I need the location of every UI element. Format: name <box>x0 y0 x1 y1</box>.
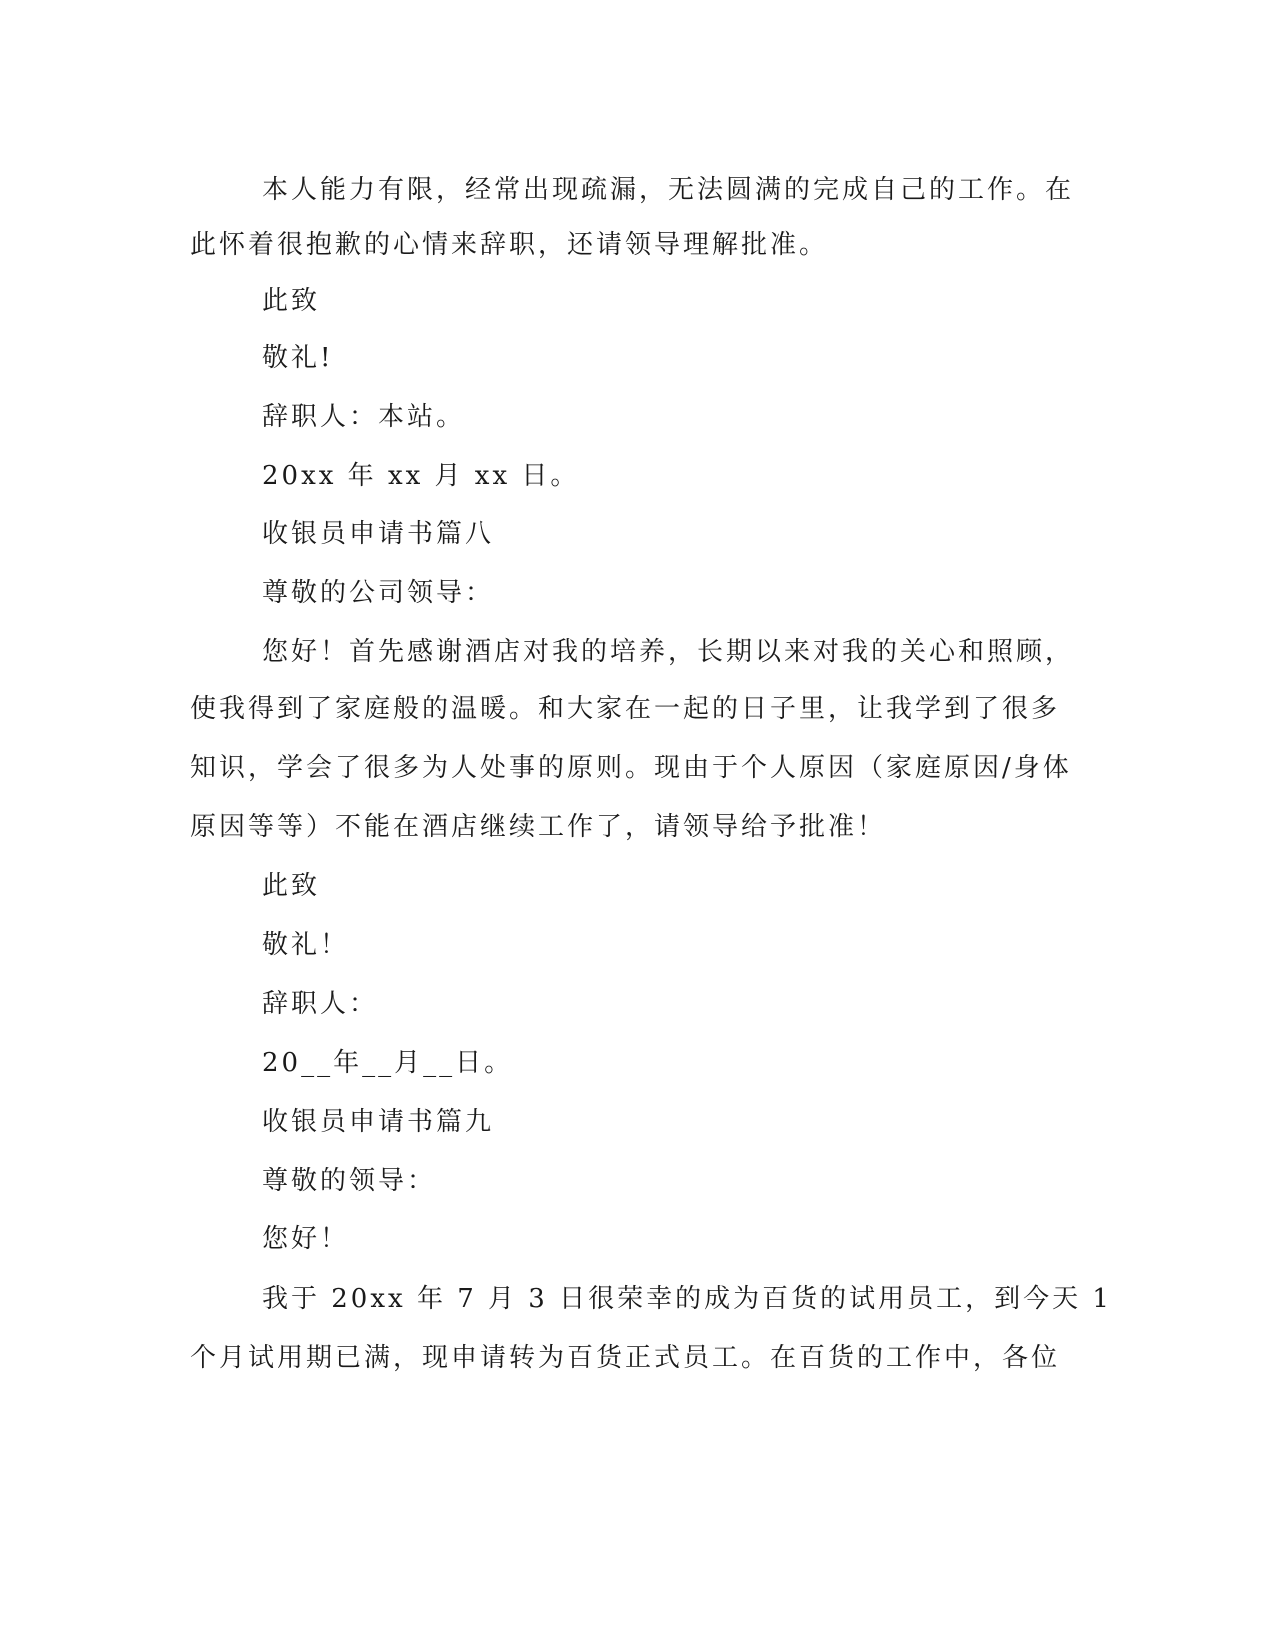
section-heading: 收银员申请书篇八 <box>262 519 495 549</box>
greeting-line: 您好！ <box>262 1224 350 1254</box>
signature-line: 辞职人： <box>262 989 379 1019</box>
closing-salutation: 此致 <box>262 871 321 901</box>
date-line: 20xx 年 xx 月 xx 日。 <box>262 461 580 491</box>
date-line: 20__年__月__日。 <box>262 1048 514 1078</box>
closing-regards: 敬礼! <box>262 343 334 373</box>
paragraph-line: 知识，学会了很多为人处事的原则。现由于个人原因（家庭原因/身体 <box>190 753 1072 783</box>
closing-salutation: 此致 <box>262 286 321 316</box>
section-heading: 收银员申请书篇九 <box>262 1107 495 1137</box>
paragraph-line: 本人能力有限，经常出现疏漏，无法圆满的完成自己的工作。在 <box>262 175 1075 205</box>
paragraph-line: 此怀着很抱歉的心情来辞职，还请领导理解批准。 <box>190 230 829 260</box>
paragraph-line: 个月试用期已满，现申请转为百货正式员工。在百货的工作中，各位 <box>190 1343 1061 1373</box>
paragraph-line: 使我得到了家庭般的温暖。和大家在一起的日子里，让我学到了很多 <box>190 694 1061 724</box>
signature-line: 辞职人：本站。 <box>262 402 466 432</box>
greeting-line: 尊敬的领导： <box>262 1166 437 1196</box>
paragraph-line: 原因等等）不能在酒店继续工作了，请领导给予批准！ <box>190 812 887 842</box>
paragraph-line: 您好！首先感谢酒店对我的培养，长期以来对我的关心和照顾， <box>262 637 1075 667</box>
closing-regards: 敬礼！ <box>262 930 350 960</box>
greeting-line: 尊敬的公司领导： <box>262 578 495 608</box>
paragraph-line: 我于 20xx 年 7 月 3 日很荣幸的成为百货的试用员工，到今天 1 <box>262 1284 1112 1314</box>
